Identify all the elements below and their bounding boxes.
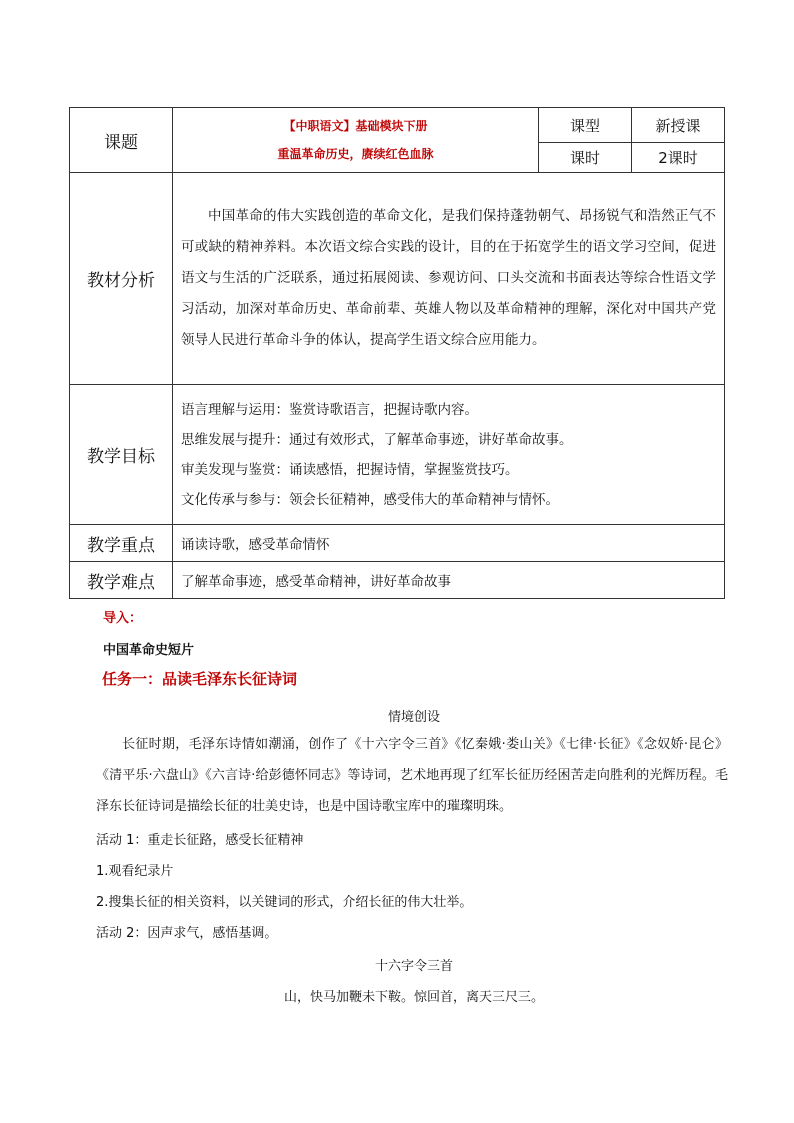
activity-1-item-2: 2.搜集长征的相关资料，以关键词的形式，介绍长征的伟大壮举。 — [96, 895, 473, 910]
topic-line-2: 重温革命历史，赓续红色血脉 — [277, 147, 434, 161]
activity-2: 活动 2：因声求气，感悟基调。 — [96, 926, 278, 941]
focus-label: 教学重点 — [70, 525, 173, 562]
goals-label: 教学目标 — [70, 385, 173, 525]
topic-cell — [173, 108, 539, 173]
type-value: 新授课 — [632, 108, 725, 143]
topic-line-1: 【中职语文】基础模块下册 — [283, 119, 428, 133]
analysis-cell — [173, 173, 725, 385]
poem-line: 山，快马加鞭未下鞍。惊回首，离天三尺三。 — [283, 990, 544, 1005]
goal-item: 思维发展与提升：通过有效形式，了解革命事迹，讲好革命故事。 — [181, 431, 573, 448]
topic-label: 课题 — [70, 108, 173, 173]
goal-item: 语言理解与运用：鉴赏诗歌语言，把握诗歌内容。 — [181, 401, 478, 418]
activity-1: 活动 1：重走长征路，感受长征精神 — [96, 833, 304, 848]
poem-title: 十六字令三首 — [374, 959, 453, 974]
goal-item: 审美发现与鉴赏：诵读感悟，把握诗情，掌握鉴赏技巧。 — [181, 461, 519, 478]
hours-value: 2课时 — [632, 143, 725, 173]
difficulty-label: 教学难点 — [70, 562, 173, 599]
activity-1-item-1: 1.观看纪录片 — [96, 864, 174, 879]
hours-label: 课时 — [539, 143, 632, 173]
scenario-text: 长征时期，毛泽东诗情如潮涌，创作了《十六字令三首》《忆秦娥·娄山关》《七律·长征》《念奴娇·昆仑》《清平乐·六盘山》《六言诗·给彭德怀同志》等诗词，艺术地再现了红军长征历经困苦走向胜利的光辉历程。毛泽东长征诗词是描绘长征的壮美史诗，也是中国诗歌宝库中的璀璨明珠。 — [96, 737, 728, 814]
intro-title: 中国革命史短片 — [103, 643, 195, 658]
difficulty-text: 了解革命事迹，感受革命精神，讲好革命故事 — [173, 562, 725, 599]
focus-text: 诵读诗歌，感受革命情怀 — [173, 525, 725, 562]
goal-item: 文化传承与参与：领会长征精神，感受伟大的革命精神与情怀。 — [181, 491, 559, 508]
goals-cell — [173, 385, 725, 525]
intro-label: 导入： — [103, 611, 143, 626]
scenario-title: 情境创设 — [387, 710, 440, 725]
analysis-label: 教材分析 — [70, 173, 173, 385]
type-label: 课型 — [539, 108, 632, 143]
lesson-plan-table — [69, 107, 725, 599]
task-1-heading: 任务一：品读毛泽东长征诗词 — [102, 670, 298, 688]
analysis-text: 中国革命的伟大实践创造的革命文化，是我们保持蓬勃朝气、昂扬锐气和浩然正气不可或缺的精神养料。本次语文综合实践的设计，目的在于拓宽学生的语文学习空间，促进语文与生活的广泛联系，通过拓展阅读、参观访问、口头交流和书面表达等综合性语文学习活动，加深对革命历史、革命前辈、英雄人物以及革命精神的理解，深化对中国共产党领导人民进行革命斗争的体认，提高学生语文综合应用能力。 — [181, 208, 716, 348]
